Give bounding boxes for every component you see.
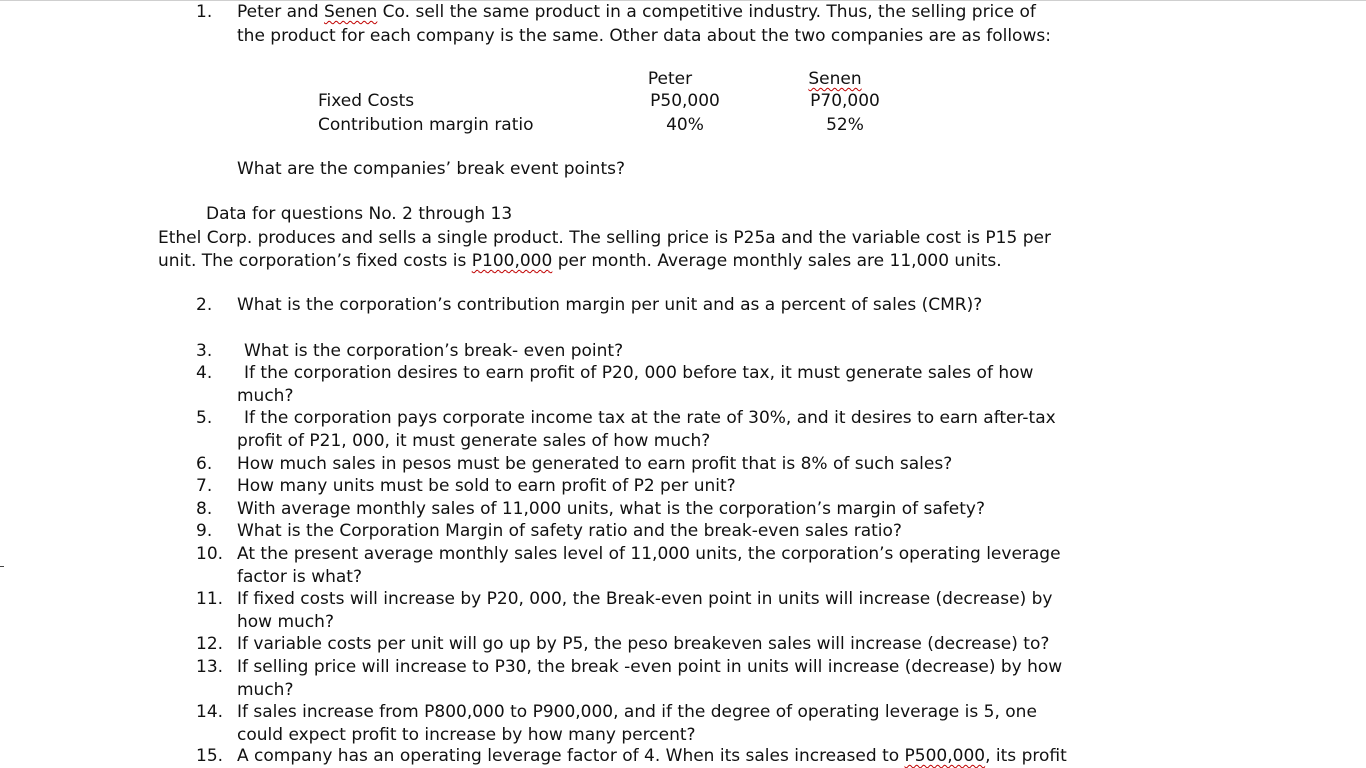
cell-senen-fixed-costs: P70,000 [810, 91, 880, 111]
question-number: 14. [196, 702, 224, 722]
question-text-line: How much sales in pesos must be generated to earn profit that is 8% of such sales? [237, 454, 953, 474]
question-text-line: If variable costs per unit will go up by P5, the peso breakeven sales will increase (decrease) to? [237, 634, 1050, 654]
data-text-line: unit. The corporation’s fixed costs is P100,000 per month. Average monthly sales are 11,000 units. [158, 251, 1002, 271]
question-number: 9. [196, 521, 213, 541]
question-text-line: At the present average monthly sales level of 11,000 units, the corporation’s operating leverage [237, 544, 1061, 564]
question-number: 2. [196, 295, 213, 315]
question-text-line: What is the corporation’s contribution margin per unit and as a percent of sales (CMR)? [237, 295, 983, 315]
question-text-line: much? [237, 386, 294, 406]
question-text-line: How many units must be sold to earn profit of P2 per unit? [237, 476, 736, 496]
question-number: 15. [196, 746, 224, 766]
question-text-line: A company has an operating leverage factor of 4. When its sales increased to P500,000, its profit [237, 746, 1067, 766]
question-text-line: profit of P21, 000, it must generate sales of how much? [237, 431, 711, 451]
question-number: 10. [196, 544, 224, 564]
data-heading: Data for questions No. 2 through 13 [206, 204, 513, 224]
question-text-line: the product for each company is the same. Other data about the two companies are as follows: [237, 26, 1051, 46]
question-text-line: Peter and Senen Co. sell the same product in a competitive industry. Thus, the selling price of [237, 2, 1036, 22]
question-number: 12. [196, 634, 224, 654]
question-number: 8. [196, 499, 213, 519]
row-label-cm-ratio: Contribution margin ratio [318, 115, 534, 135]
cell-peter-cm-ratio: 40% [666, 115, 704, 135]
question-number: 6. [196, 454, 213, 474]
question-text-line: could expect profit to increase by how many percent? [237, 725, 696, 745]
spellcheck-word: P500,000 [904, 746, 986, 766]
cell-peter-fixed-costs: P50,000 [650, 91, 720, 111]
question-number: 7. [196, 476, 213, 496]
question-text-line: If selling price will increase to P30, the break -even point in units will increase (decrease) by how [237, 657, 1063, 677]
question-text-line: With average monthly sales of 11,000 units, what is the corporation’s margin of safety? [237, 499, 985, 519]
question-text-line: If sales increase from P800,000 to P900,000, and if the degree of operating leverage is 5, one [237, 702, 1037, 722]
question-text-line: If fixed costs will increase by P20, 000, the Break-even point in units will increase (decrease) by [237, 589, 1053, 609]
question-text-line: If the corporation desires to earn profit of P20, 000 before tax, it must generate sales of how [244, 363, 1034, 383]
question-text-line: What is the Corporation Margin of safety ratio and the break-even sales ratio? [237, 521, 902, 541]
cell-senen-cm-ratio: 52% [826, 115, 864, 135]
column-header-peter: Peter [647, 69, 693, 89]
data-text-line: Ethel Corp. produces and sells a single product. The selling price is P25a and the variable cost is P15 per [158, 228, 1051, 248]
question-text-line: If the corporation pays corporate income tax at the rate of 30%, and it desires to earn after-tax [244, 408, 1056, 428]
question-number: 4. [196, 363, 213, 383]
spellcheck-word: P100,000 [471, 251, 553, 271]
question-text-line: factor is what? [237, 567, 362, 587]
spellcheck-word: Senen [324, 2, 378, 22]
question-number: 13. [196, 657, 224, 677]
question-1-prompt: What are the companies’ break event points? [237, 159, 625, 179]
question-number: 1. [196, 2, 213, 22]
question-number: 11. [196, 589, 224, 609]
left-margin-tick [0, 566, 4, 567]
row-label-fixed-costs: Fixed Costs [318, 91, 415, 111]
question-text-line: much? [237, 680, 294, 700]
question-number: 3. [196, 341, 213, 361]
question-number: 5. [196, 408, 213, 428]
question-text-line: how much? [237, 612, 334, 632]
question-text-line: What is the corporation’s break- even point? [244, 341, 624, 361]
column-header-senen: Senen [808, 69, 862, 89]
